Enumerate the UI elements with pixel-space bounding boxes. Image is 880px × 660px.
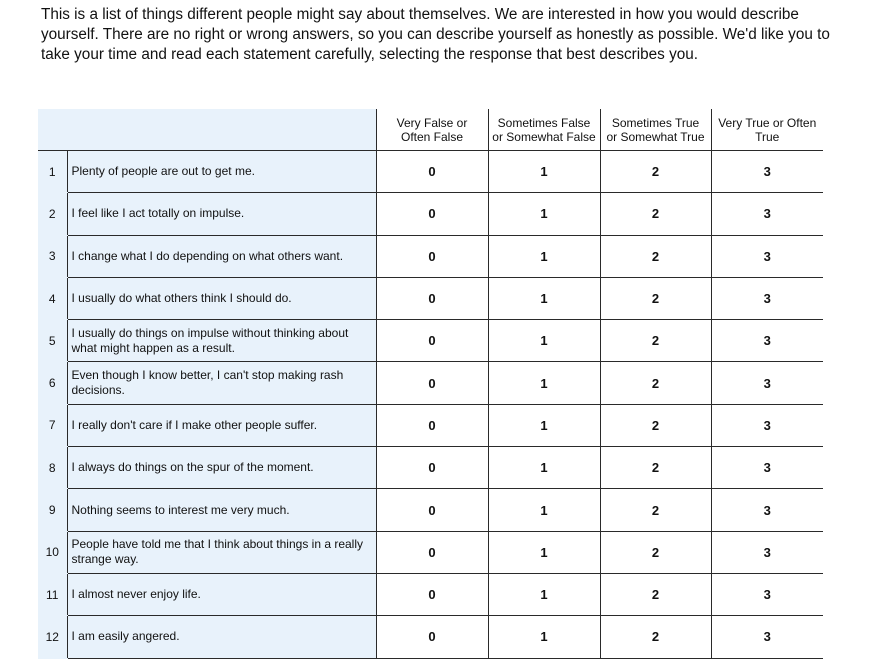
question-number: 6 — [38, 362, 67, 404]
response-option-2[interactable]: 2 — [600, 235, 711, 277]
response-option-0[interactable]: 0 — [376, 573, 488, 615]
question-row — [38, 235, 823, 277]
question-text: I feel like I act totally on impulse. — [67, 193, 376, 235]
response-option-2[interactable]: 2 — [600, 489, 711, 531]
response-option-0[interactable]: 0 — [376, 320, 488, 362]
response-option-2[interactable]: 2 — [600, 362, 711, 404]
response-option-0[interactable]: 0 — [376, 193, 488, 235]
response-option-2[interactable]: 2 — [600, 616, 711, 658]
column-header-sometimes-false — [488, 109, 600, 151]
question-row — [38, 193, 823, 235]
response-option-2[interactable]: 2 — [600, 277, 711, 319]
response-option-2[interactable]: 2 — [600, 531, 711, 573]
question-text: Plenty of people are out to get me. — [67, 151, 376, 193]
question-row — [38, 531, 823, 573]
response-option-1[interactable]: 1 — [488, 235, 600, 277]
column-header-line: Very False or — [396, 115, 468, 130]
question-text: I usually do what others think I should do. — [67, 277, 376, 319]
question-row — [38, 320, 823, 362]
question-number: 10 — [38, 531, 67, 573]
column-header-line: Often False — [400, 129, 464, 144]
instructions-text: This is a list of things different people might say about themselves. We are interested in how you would describe yourself. There are no right or wrong answers, so you can describe yourself as honestly as possible. We'd like you to take your time and read each statement carefully, selecting the response that best describes you. — [41, 6, 830, 63]
response-option-3[interactable]: 3 — [711, 447, 823, 489]
column-header-line: or Somewhat False — [492, 129, 596, 144]
response-option-2[interactable]: 2 — [600, 193, 711, 235]
header-corner — [38, 109, 376, 151]
question-text: I almost never enjoy life. — [67, 573, 376, 615]
question-row — [38, 616, 823, 658]
question-text: I change what I do depending on what others want. — [67, 235, 376, 277]
question-number: 4 — [38, 277, 67, 319]
column-header-line: Sometimes True — [611, 115, 700, 130]
response-option-1[interactable]: 1 — [488, 151, 600, 193]
column-header-very-false — [376, 109, 488, 151]
header-row — [38, 109, 823, 151]
response-option-1[interactable]: 1 — [488, 404, 600, 446]
question-number: 3 — [38, 235, 67, 277]
response-option-2[interactable]: 2 — [600, 573, 711, 615]
response-option-1[interactable]: 1 — [488, 193, 600, 235]
column-header-line: Sometimes False — [497, 115, 591, 130]
column-header-line: or Somewhat True — [606, 129, 705, 144]
response-option-0[interactable]: 0 — [376, 447, 488, 489]
question-text: I am easily angered. — [67, 616, 376, 658]
question-row — [38, 277, 823, 319]
question-number: 11 — [38, 573, 67, 615]
question-text: I really don't care if I make other people suffer. — [67, 404, 376, 446]
response-option-1[interactable]: 1 — [488, 573, 600, 615]
column-header-sometimes-true — [600, 109, 711, 151]
question-row — [38, 489, 823, 531]
response-option-0[interactable]: 0 — [376, 404, 488, 446]
response-option-2[interactable]: 2 — [600, 320, 711, 362]
question-number: 9 — [38, 489, 67, 531]
response-option-2[interactable]: 2 — [600, 447, 711, 489]
response-option-3[interactable]: 3 — [711, 193, 823, 235]
column-header-very-true — [711, 109, 823, 151]
response-option-3[interactable]: 3 — [711, 362, 823, 404]
response-option-0[interactable]: 0 — [376, 362, 488, 404]
question-text: I always do things on the spur of the moment. — [67, 447, 376, 489]
question-number: 1 — [38, 151, 67, 193]
column-header-line: Very True or Often — [718, 115, 817, 130]
response-option-1[interactable]: 1 — [488, 362, 600, 404]
response-option-3[interactable]: 3 — [711, 531, 823, 573]
question-number: 12 — [38, 616, 67, 658]
question-text: I usually do things on impulse without thinking about what might happen as a result. — [67, 320, 376, 362]
response-option-3[interactable]: 3 — [711, 573, 823, 615]
response-option-3[interactable]: 3 — [711, 235, 823, 277]
question-row — [38, 447, 823, 489]
questionnaire-table — [38, 109, 823, 659]
response-option-0[interactable]: 0 — [376, 235, 488, 277]
response-option-1[interactable]: 1 — [488, 489, 600, 531]
question-number: 2 — [38, 193, 67, 235]
response-option-3[interactable]: 3 — [711, 151, 823, 193]
response-option-3[interactable]: 3 — [711, 616, 823, 658]
response-option-0[interactable]: 0 — [376, 151, 488, 193]
question-row — [38, 573, 823, 615]
response-option-2[interactable]: 2 — [600, 151, 711, 193]
response-option-0[interactable]: 0 — [376, 489, 488, 531]
question-text: Even though I know better, I can't stop making rash decisions. — [67, 362, 376, 404]
response-option-1[interactable]: 1 — [488, 616, 600, 658]
response-option-1[interactable]: 1 — [488, 531, 600, 573]
response-option-0[interactable]: 0 — [376, 531, 488, 573]
response-option-1[interactable]: 1 — [488, 320, 600, 362]
response-option-1[interactable]: 1 — [488, 447, 600, 489]
response-option-3[interactable]: 3 — [711, 489, 823, 531]
question-number: 7 — [38, 404, 67, 446]
response-option-0[interactable]: 0 — [376, 616, 488, 658]
question-text: People have told me that I think about things in a really strange way. — [67, 531, 376, 573]
column-header-line: True — [755, 129, 780, 144]
response-option-3[interactable]: 3 — [711, 320, 823, 362]
question-text: Nothing seems to interest me very much. — [67, 489, 376, 531]
response-option-1[interactable]: 1 — [488, 277, 600, 319]
question-row — [38, 151, 823, 193]
question-number: 5 — [38, 320, 67, 362]
question-row — [38, 362, 823, 404]
response-option-2[interactable]: 2 — [600, 404, 711, 446]
question-row — [38, 404, 823, 446]
response-option-3[interactable]: 3 — [711, 404, 823, 446]
response-option-3[interactable]: 3 — [711, 277, 823, 319]
question-number: 8 — [38, 447, 67, 489]
response-option-0[interactable]: 0 — [376, 277, 488, 319]
